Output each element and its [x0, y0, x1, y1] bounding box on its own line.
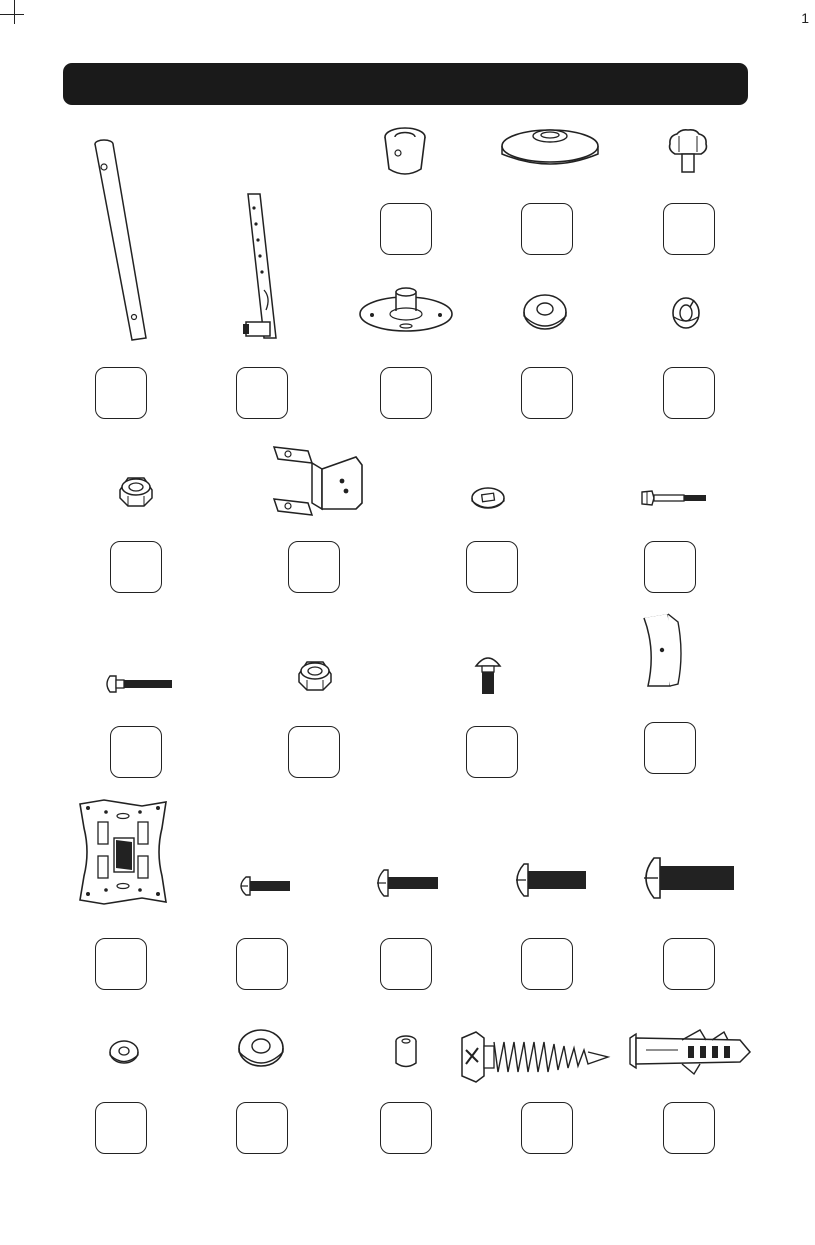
- part-box-knob: [663, 203, 715, 255]
- curved-spacer-illustration: [638, 612, 684, 690]
- spring-washer-illustration: [670, 295, 702, 333]
- part-box-screw-m6: [521, 938, 573, 990]
- part-box-screw-m5: [380, 938, 432, 990]
- ceiling-plate-illustration: [356, 278, 456, 336]
- flat-washer-illustration: [236, 1026, 286, 1072]
- crop-mark-top-left: [0, 14, 24, 15]
- part-box-long-carriage-bolt: [110, 726, 162, 778]
- part-box-vesa-plate: [95, 938, 147, 990]
- tilt-bracket-illustration: [268, 443, 368, 515]
- crop-mark-top-left-v: [14, 0, 15, 24]
- part-box-curved-spacer: [644, 722, 696, 774]
- hex-bolt-illustration: [640, 489, 710, 507]
- long-pole-illustration: [90, 135, 160, 345]
- part-box-hex-bolt: [644, 541, 696, 593]
- part-box-short-carriage-bolt: [466, 726, 518, 778]
- part-box-square-washer: [466, 541, 518, 593]
- nylon-lock-nut-illustration: [118, 474, 154, 510]
- short-pole-illustration: [238, 190, 288, 340]
- part-box-lag-bolt: [521, 1102, 573, 1154]
- screw-m8-illustration: [638, 856, 738, 900]
- part-box-small-washer: [95, 1102, 147, 1154]
- long-carriage-bolt-illustration: [104, 674, 174, 694]
- part-box-spacer-sleeve: [380, 1102, 432, 1154]
- part-box-short-pole: [236, 367, 288, 419]
- part-box-long-pole: [95, 367, 147, 419]
- part-box-spring-washer: [663, 367, 715, 419]
- part-box-wall-anchor: [663, 1102, 715, 1154]
- part-box-screw-m4: [236, 938, 288, 990]
- corner-mark: 1: [801, 10, 809, 26]
- spacer-sleeve-illustration: [393, 1034, 419, 1070]
- small-washer-illustration: [108, 1038, 140, 1068]
- part-box-screw-m8: [663, 938, 715, 990]
- ceiling-cover-disc-illustration: [498, 122, 602, 172]
- part-box-pole-collar: [380, 203, 432, 255]
- part-box-ceiling-cover-disc: [521, 203, 573, 255]
- square-washer-illustration: [470, 486, 506, 512]
- large-washer-illustration: [522, 290, 568, 332]
- screw-m6-illustration: [510, 862, 590, 898]
- knob-illustration: [665, 128, 711, 178]
- pole-collar-illustration: [380, 125, 430, 180]
- wall-anchor-illustration: [626, 1028, 756, 1076]
- lock-nut-small-illustration: [297, 658, 333, 694]
- part-box-flat-washer: [236, 1102, 288, 1154]
- vesa-plate-illustration: [76, 798, 170, 906]
- screw-m5-illustration: [372, 868, 442, 898]
- part-box-nylon-lock-nut: [110, 541, 162, 593]
- part-box-large-washer: [521, 367, 573, 419]
- part-box-lock-nut-small: [288, 726, 340, 778]
- lag-bolt-illustration: [458, 1030, 618, 1086]
- screw-m4-illustration: [236, 874, 294, 898]
- part-box-ceiling-plate: [380, 367, 432, 419]
- part-box-tilt-bracket: [288, 541, 340, 593]
- parts-list-header-bar: [63, 63, 748, 105]
- short-carriage-bolt-illustration: [474, 652, 502, 696]
